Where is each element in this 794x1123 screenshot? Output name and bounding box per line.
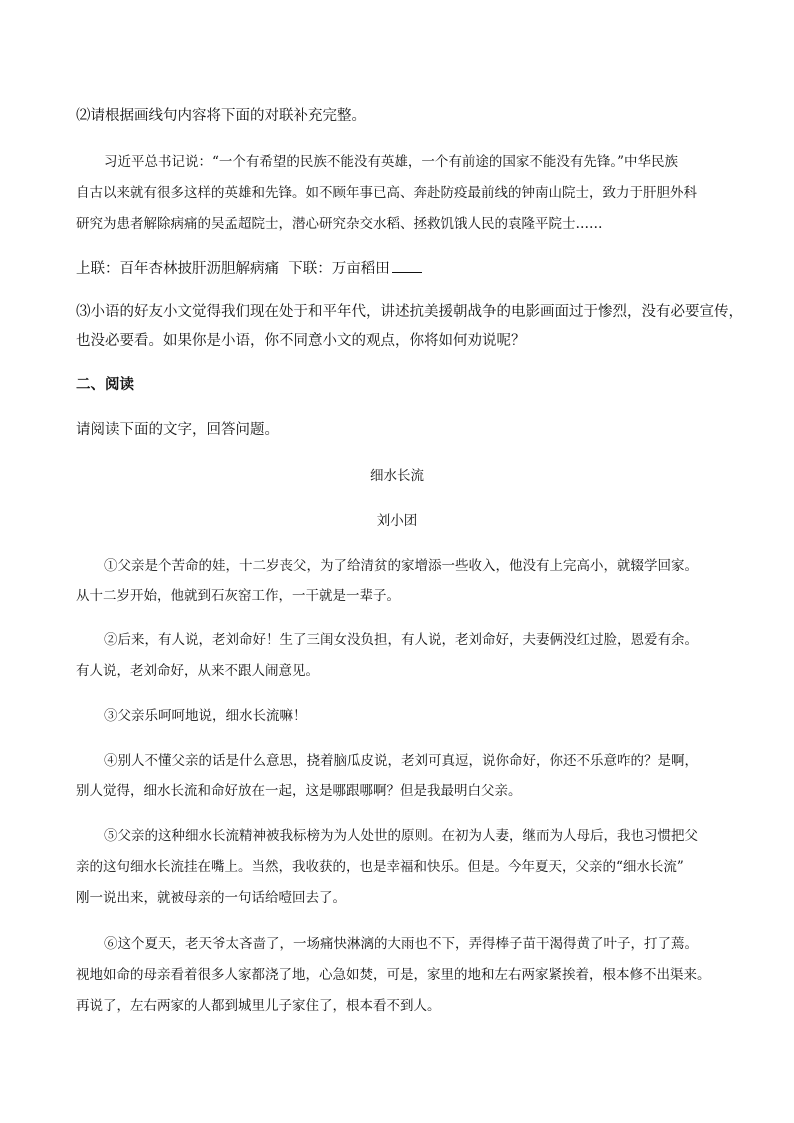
paragraph-5-line-3: 刚一说出来，就被母亲的一句话给噎回去了。 [76,890,346,906]
couplet-upper: 上联：百年杏林披肝沥胆解病痛 [76,261,279,277]
paragraph-3-line-1: ③父亲乐呵呵地说，细水长流嘛！ [104,708,307,724]
q2-quote-line-3: 研究为患者解除病痛的吴孟超院士，潜心研究杂交水稻、拯救饥饿人民的袁隆平院士…… [76,216,603,232]
paragraph-6-line-3: 再说了，左右两家的人都到城里儿子家住了，根本看不到人。 [76,998,441,1014]
q3-line-1: ⑶小语的好友小文觉得我们现在处于和平年代，讲述抗美援朝战争的电影画面过于惨烈，没有必要宣传， [76,304,743,320]
q2-quote-line-2: 自古以来就有很多这样的英雄和先锋。如不顾年事已高、奔赴防疫最前线的钟南山院士，致力于肝胆外科 [76,185,697,201]
couplet-lower: 下联：万亩稻田 [288,261,390,277]
paragraph-4-line-2: 别人觉得，细水长流和命好放在一起，这是哪跟哪啊？但是我最明白父亲。 [76,783,522,799]
paragraph-4-line-1: ④别人不懂父亲的话是什么意思，挠着脑瓜皮说，老刘可真逗，说你命好，你还不乐意咋的？是啊， [104,753,698,769]
paragraph-2-line-2: 有人说，老刘命好，从来不跟人闹意见。 [76,663,319,679]
couplet [76,257,422,278]
paragraph-1-line-1: ①父亲是个苦命的娃，十二岁丧父，为了给清贫的家增添一些收入，他没有上完高小，就辍学回家。 [104,558,698,574]
q3-line-2: 也没必要看。如果你是小语，你不同意小文的观点，你将如何劝说呢？ [76,333,526,349]
paragraph-5-line-2: 亲的这句细水长流挂在嘴上。当然，我收获的，也是幸福和快乐。但是。今年夏天，父亲的“细水长流” [76,859,684,875]
article-title: 细水长流 [370,468,424,484]
paragraph-6-line-2: 视地如命的母亲看着很多人家都浇了地，心急如焚，可是，家里的地和左右两家紧挨着，根本修不出渠来。 [76,967,711,983]
q2-prompt: ⑵请根据画线句内容将下面的对联补充完整。 [76,108,366,124]
paragraph-2-line-1: ②后来，有人说，老刘命好！生了三闺女没负担，有人说，老刘命好，夫妻俩没红过脸，恩爱有余。 [104,632,698,648]
paragraph-6-line-1: ⑥这个夏天，老天爷太吝啬了，一场痛快淋漓的大雨也不下，弄得棒子苗干渴得黄了叶子，打了蔫。 [104,936,698,952]
paragraph-1-line-2: 从十二岁开始，他就到石灰窑工作，一干就是一辈子。 [76,588,400,604]
paragraph-5-line-1: ⑤父亲的这种细水长流精神被我标榜为为人处世的原则。在初为人妻，继而为人母后，我也习惯把父 [104,828,698,844]
section-instruction: 请阅读下面的文字，回答问题。 [76,422,279,438]
answer-blank[interactable] [392,260,422,273]
section-heading: 二、阅读 [76,377,134,393]
q2-quote-line-1: 习近平总书记说：“一个有希望的民族不能没有英雄，一个有前途的国家不能没有先锋。”中华民族 [104,154,679,170]
article-author: 刘小团 [376,513,418,529]
